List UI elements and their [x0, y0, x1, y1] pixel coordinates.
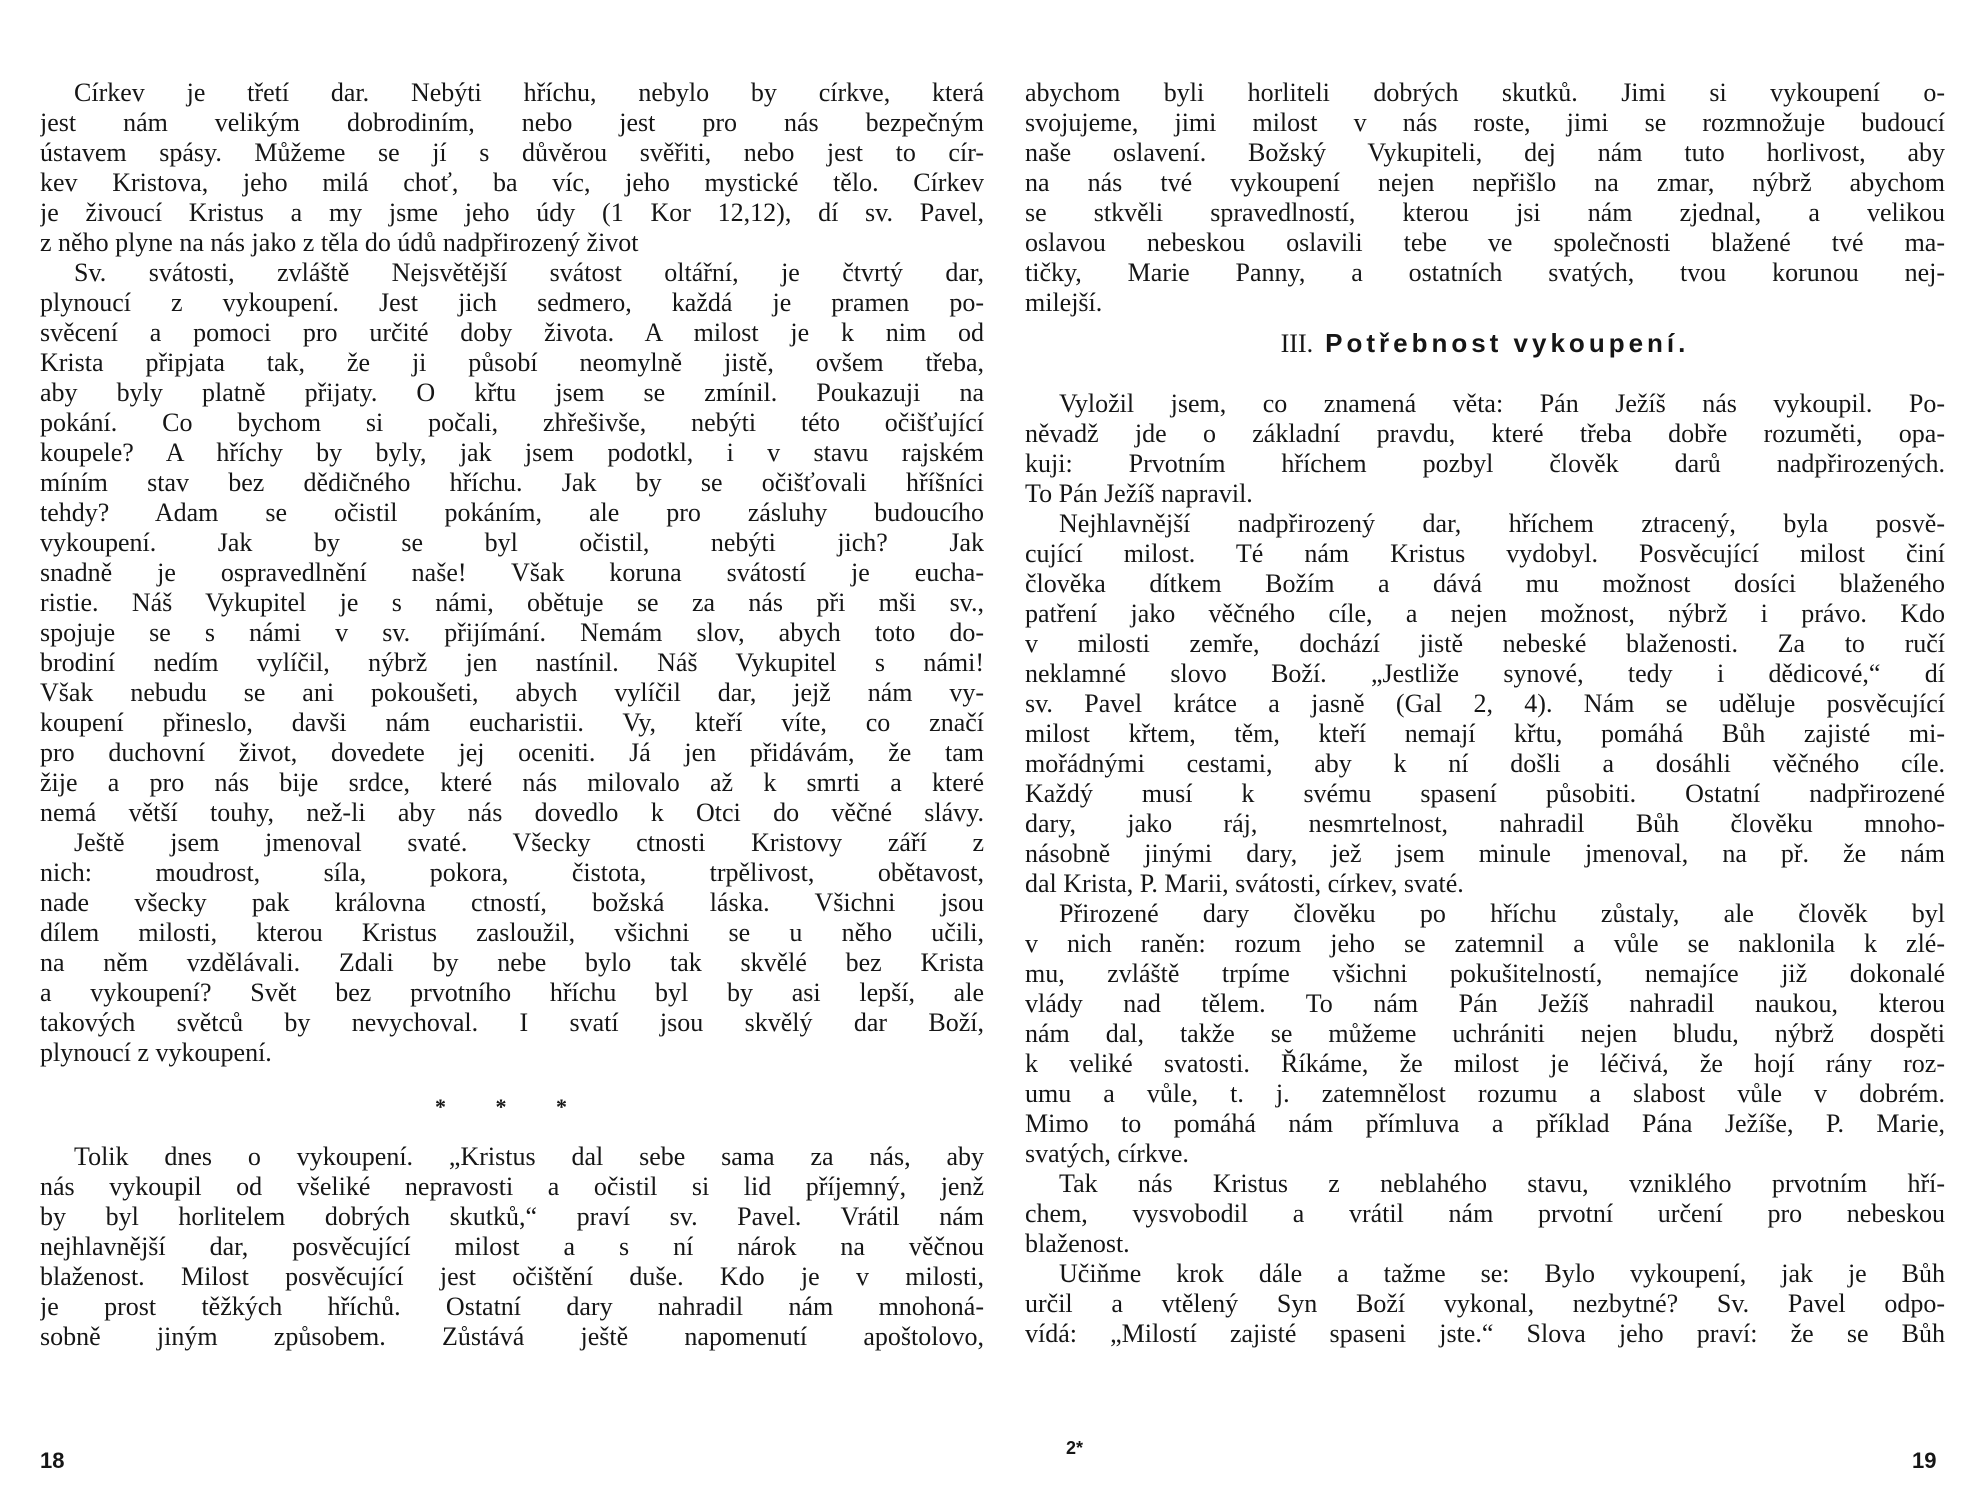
text-line: milost křtem, těm, kteří nemají křtu, pomáhá Bůh zajisté mi- — [1025, 719, 1945, 748]
text-line: Mimo to pomáhá nám přímluva a příklad Pána Ježíše, P. Marie, — [1025, 1109, 1945, 1138]
text-line: svojujeme, jimi milost v nás roste, jimi se rozmnožuje budoucí — [1025, 108, 1945, 137]
page-number-left: 18 — [40, 1448, 65, 1473]
text-line: svatých, církve. — [1025, 1139, 1189, 1168]
text-line: Tolik dnes o vykoupení. „Kristus dal sebe sama za nás, aby — [74, 1142, 984, 1171]
text-line: Sv. svátosti, zvláště Nejsvětější svátost oltářní, je čtvrtý dar, — [74, 258, 984, 287]
text-line: spojuje se s námi v sv. přijímání. Nemám slov, abych toto do- — [40, 618, 984, 647]
text-line: Přirozené dary člověku po hříchu zůstaly, ale člověk byl — [1059, 899, 1945, 928]
text-line: Nejhlavnější nadpřirozený dar, hříchem ztracený, byla posvě- — [1059, 509, 1945, 538]
text-line: dílem milosti, kterou Kristus zasloužil, všichni se u něho učili, — [40, 918, 984, 947]
text-line: plynoucí z vykoupení. Jest jich sedmero, každá je pramen po- — [40, 288, 984, 317]
text-line: Vyložil jsem, co znamená věta: Pán Ježíš nás vykoupil. Po- — [1059, 389, 1945, 418]
text-line: blaženost. — [1025, 1229, 1130, 1258]
text-line: nade všecky pak královna ctností, božská láska. Všichni jsou — [40, 888, 984, 917]
text-line: brodiní nedím vylíčil, nýbrž jen nastínil. Náš Vykupitel s námi! — [40, 648, 984, 677]
text-line: nejhlavnější dar, posvěcující milost a s ní nárok na věčnou — [40, 1232, 984, 1261]
text-line: člověka dítkem Božím a dává mu možnost dosíci blaženého — [1025, 569, 1945, 598]
text-line: vykoupení. Jak by se byl očistil, nebýti jich? Jak — [40, 528, 984, 557]
page-number-right: 19 — [1912, 1448, 1937, 1473]
text-line: cující milost. Té nám Kristus vydobyl. Posvěcující milost činí — [1025, 539, 1945, 568]
text-line: snadně je ospravedlnění naše! Však koruna svátostí je eucha- — [40, 558, 984, 587]
text-line: nám dal, takže se můžeme uchrániti nejen bludu, nýbrž dospěti — [1025, 1019, 1945, 1048]
printer-signature-mark: 2* — [1066, 1438, 1084, 1458]
text-line: Každý musí k svému spasení působiti. Ostatní nadpřirozené — [1025, 779, 1945, 808]
text-line: ústavem spásy. Můžeme se jí s důvěrou svěřiti, nebo jest to cír- — [40, 138, 984, 167]
text-line: něvadž jde o základní pravdu, které třeba dobře rozuměti, opa- — [1025, 419, 1945, 448]
text-line: se stkvěli spravedlností, kterou jsi nám zjednal, a velikou — [1025, 198, 1945, 227]
text-line: patření jako věčného cíle, a nejen možnost, nýbrž i právo. Kdo — [1025, 599, 1945, 628]
text-line: sv. Pavel krátce a jasně (Gal 2, 4). Nám se uděluje posvěcující — [1025, 689, 1945, 718]
text-line: Tak nás Kristus z neblahého stavu, vzniklého prvotním hří- — [1059, 1169, 1945, 1198]
text-line: určil a vtělený Syn Boží vykonal, nezbytné? Sv. Pavel odpo- — [1025, 1289, 1945, 1318]
text-line: je prost těžkých hříchů. Ostatní dary nahradil nám mnohoná- — [40, 1292, 984, 1321]
text-line: dal Krista, P. Marii, svátosti, církev, svaté. — [1025, 869, 1464, 898]
text-line: Učiňme krok dále a tažme se: Bylo vykoupení, jak je Bůh — [1059, 1259, 1945, 1288]
text-line: oslavou nebeskou oslavili tebe ve společnosti blažené tvé ma- — [1025, 228, 1945, 257]
text-line: Ještě jsem jmenoval svaté. Všecky ctnosti Kristovy září z — [74, 828, 984, 857]
text-line: na nás tvé vykoupení nejen nepřišlo na zmar, nýbrž abychom — [1025, 168, 1945, 197]
text-line: pokání. Co bychom si počali, zhřešivše, nebýti této očišťující — [40, 408, 984, 437]
text-line: nás vykoupil od všeliké nepravosti a očistil si lid příjemný, jenž — [40, 1172, 984, 1201]
text-line: koupení přineslo, davši nám eucharistii. Vy, kteří víte, co značí — [40, 708, 984, 737]
text-line: by byl horlitelem dobrých skutků,“ praví sv. Pavel. Vrátil nám — [40, 1202, 984, 1231]
text-line: mořádnými cestami, aby k ní došli a dosáhli věčného cíle. — [1025, 749, 1945, 778]
text-line: v milosti zemře, dochází jistě nebeské blaženosti. Za to ručí — [1025, 629, 1945, 658]
text-line: dary, jako ráj, nesmrtelnost, nahradil Bůh člověku mnoho- — [1025, 809, 1945, 838]
text-line: tičky, Marie Panny, a ostatních svatých, tvou korunou nej- — [1025, 258, 1945, 287]
text-line: nich: moudrost, síla, pokora, čistota, trpělivost, obětavost, — [40, 858, 984, 887]
text-line: kev Kristova, jeho milá choť, ba víc, jeho mystické tělo. Církev — [40, 168, 984, 197]
text-line: Krista připjata tak, že ji působí neomylně jistě, ovšem třeba, — [40, 348, 984, 377]
text-line: neklamné slovo Boží. „Jestliže synové, tedy i dědicové,“ dí — [1025, 659, 1945, 688]
text-line: mu, zvláště trpíme všichni pokušitelností, nemajíce již dokonalé — [1025, 959, 1945, 988]
text-line: k veliké svatosti. Říkáme, že milost je léčivá, že hojí rány roz- — [1025, 1049, 1945, 1078]
text-line: kuji: Prvotním hříchem pozbyl člověk darů nadpřirozených. — [1025, 449, 1945, 478]
text-line: jest nám velikým dobrodiním, nebo jest pro nás bezpečným — [40, 108, 984, 137]
text-line: z něho plyne na nás jako z těla do údů nadpřirozený život — [40, 228, 639, 257]
text-line: abychom byli horliteli dobrých skutků. Jimi si vykoupení o- — [1025, 78, 1945, 107]
text-line: je živoucí Kristus a my jsme jeho údy (1 Kor 12,12), dí sv. Pavel, — [40, 198, 984, 227]
section-title: Potřebnost vykoupení. — [1325, 328, 1690, 358]
text-line: Však nebudu se ani pokoušeti, abych vylíčil dar, jejž nám vy- — [40, 678, 984, 707]
text-line: žije a pro nás bije srdce, které nás milovalo až k smrti a které — [40, 768, 984, 797]
text-line: umu a vůle, t. j. zatemnělost rozumu a slabost vůle v dobrém. — [1025, 1079, 1945, 1108]
text-line: Církev je třetí dar. Nebýti hříchu, nebylo by církve, která — [74, 78, 984, 107]
text-line: vlády nad tělem. To nám Pán Ježíš nahradil naukou, kterou — [1025, 989, 1945, 1018]
text-line: blaženost. Milost posvěcující jest očištění duše. Kdo je v milosti, — [40, 1262, 984, 1291]
section-separator: * * * — [435, 1094, 589, 1119]
text-line: milejší. — [1025, 288, 1103, 317]
text-line: násobně jinými dary, jež jsem minule jmenoval, na př. že nám — [1025, 839, 1945, 868]
text-line: tehdy? Adam se očistil pokáním, ale pro zásluhy budoucího — [40, 498, 984, 527]
text-line: na něm vzdělávali. Zdali by nebe bylo tak skvělé bez Krista — [40, 948, 984, 977]
text-line: nemá větší touhy, než-li aby nás dovedlo k Otci do věčné slávy. — [40, 798, 984, 827]
text-line: koupele? A hříchy by byly, jak jsem podotkl, i v stavu rajském — [40, 438, 984, 467]
section-numeral: III. — [1280, 329, 1314, 358]
text-line: sobně jiným způsobem. Zůstává ještě napomenutí apoštolovo, — [40, 1322, 984, 1351]
text-line: To Pán Ježíš napravil. — [1025, 479, 1253, 508]
section-heading — [1025, 328, 1945, 359]
left-page — [40, 78, 984, 1352]
text-line: takových světců by nevychoval. I svatí jsou skvělý dar Boží, — [40, 1008, 984, 1037]
text-line: pro duchovní život, dovedete jej oceniti. Já jen přidávám, že tam — [40, 738, 984, 767]
text-line: plynoucí z vykoupení. — [40, 1038, 272, 1067]
right-page — [1025, 78, 1945, 1349]
text-line: naše oslavení. Božský Vykupiteli, dej nám tuto horlivost, aby — [1025, 138, 1945, 167]
text-line: vídá: „Milostí zajisté spaseni jste.“ Slova jeho praví: že se Bůh — [1025, 1319, 1945, 1348]
text-line: ristie. Náš Vykupitel je s námi, obětuje se za nás při mši sv., — [40, 588, 984, 617]
text-line: svěcení a pomoci pro určité doby života. A milost je k nim od — [40, 318, 984, 347]
text-line: a vykoupení? Svět bez prvotního hříchu byl by asi lepší, ale — [40, 978, 984, 1007]
text-line: aby byly platně přijaty. O křtu jsem se zmínil. Poukazuji na — [40, 378, 984, 407]
text-line: chem, vysvobodil a vrátil nám prvotní určení pro nebeskou — [1025, 1199, 1945, 1228]
text-line: v nich raněn: rozum jeho se zatemnil a vůle se naklonila k zlé- — [1025, 929, 1945, 958]
text-line: míním stav bez dědičného hříchu. Jak by se očišťovali hříšníci — [40, 468, 984, 497]
